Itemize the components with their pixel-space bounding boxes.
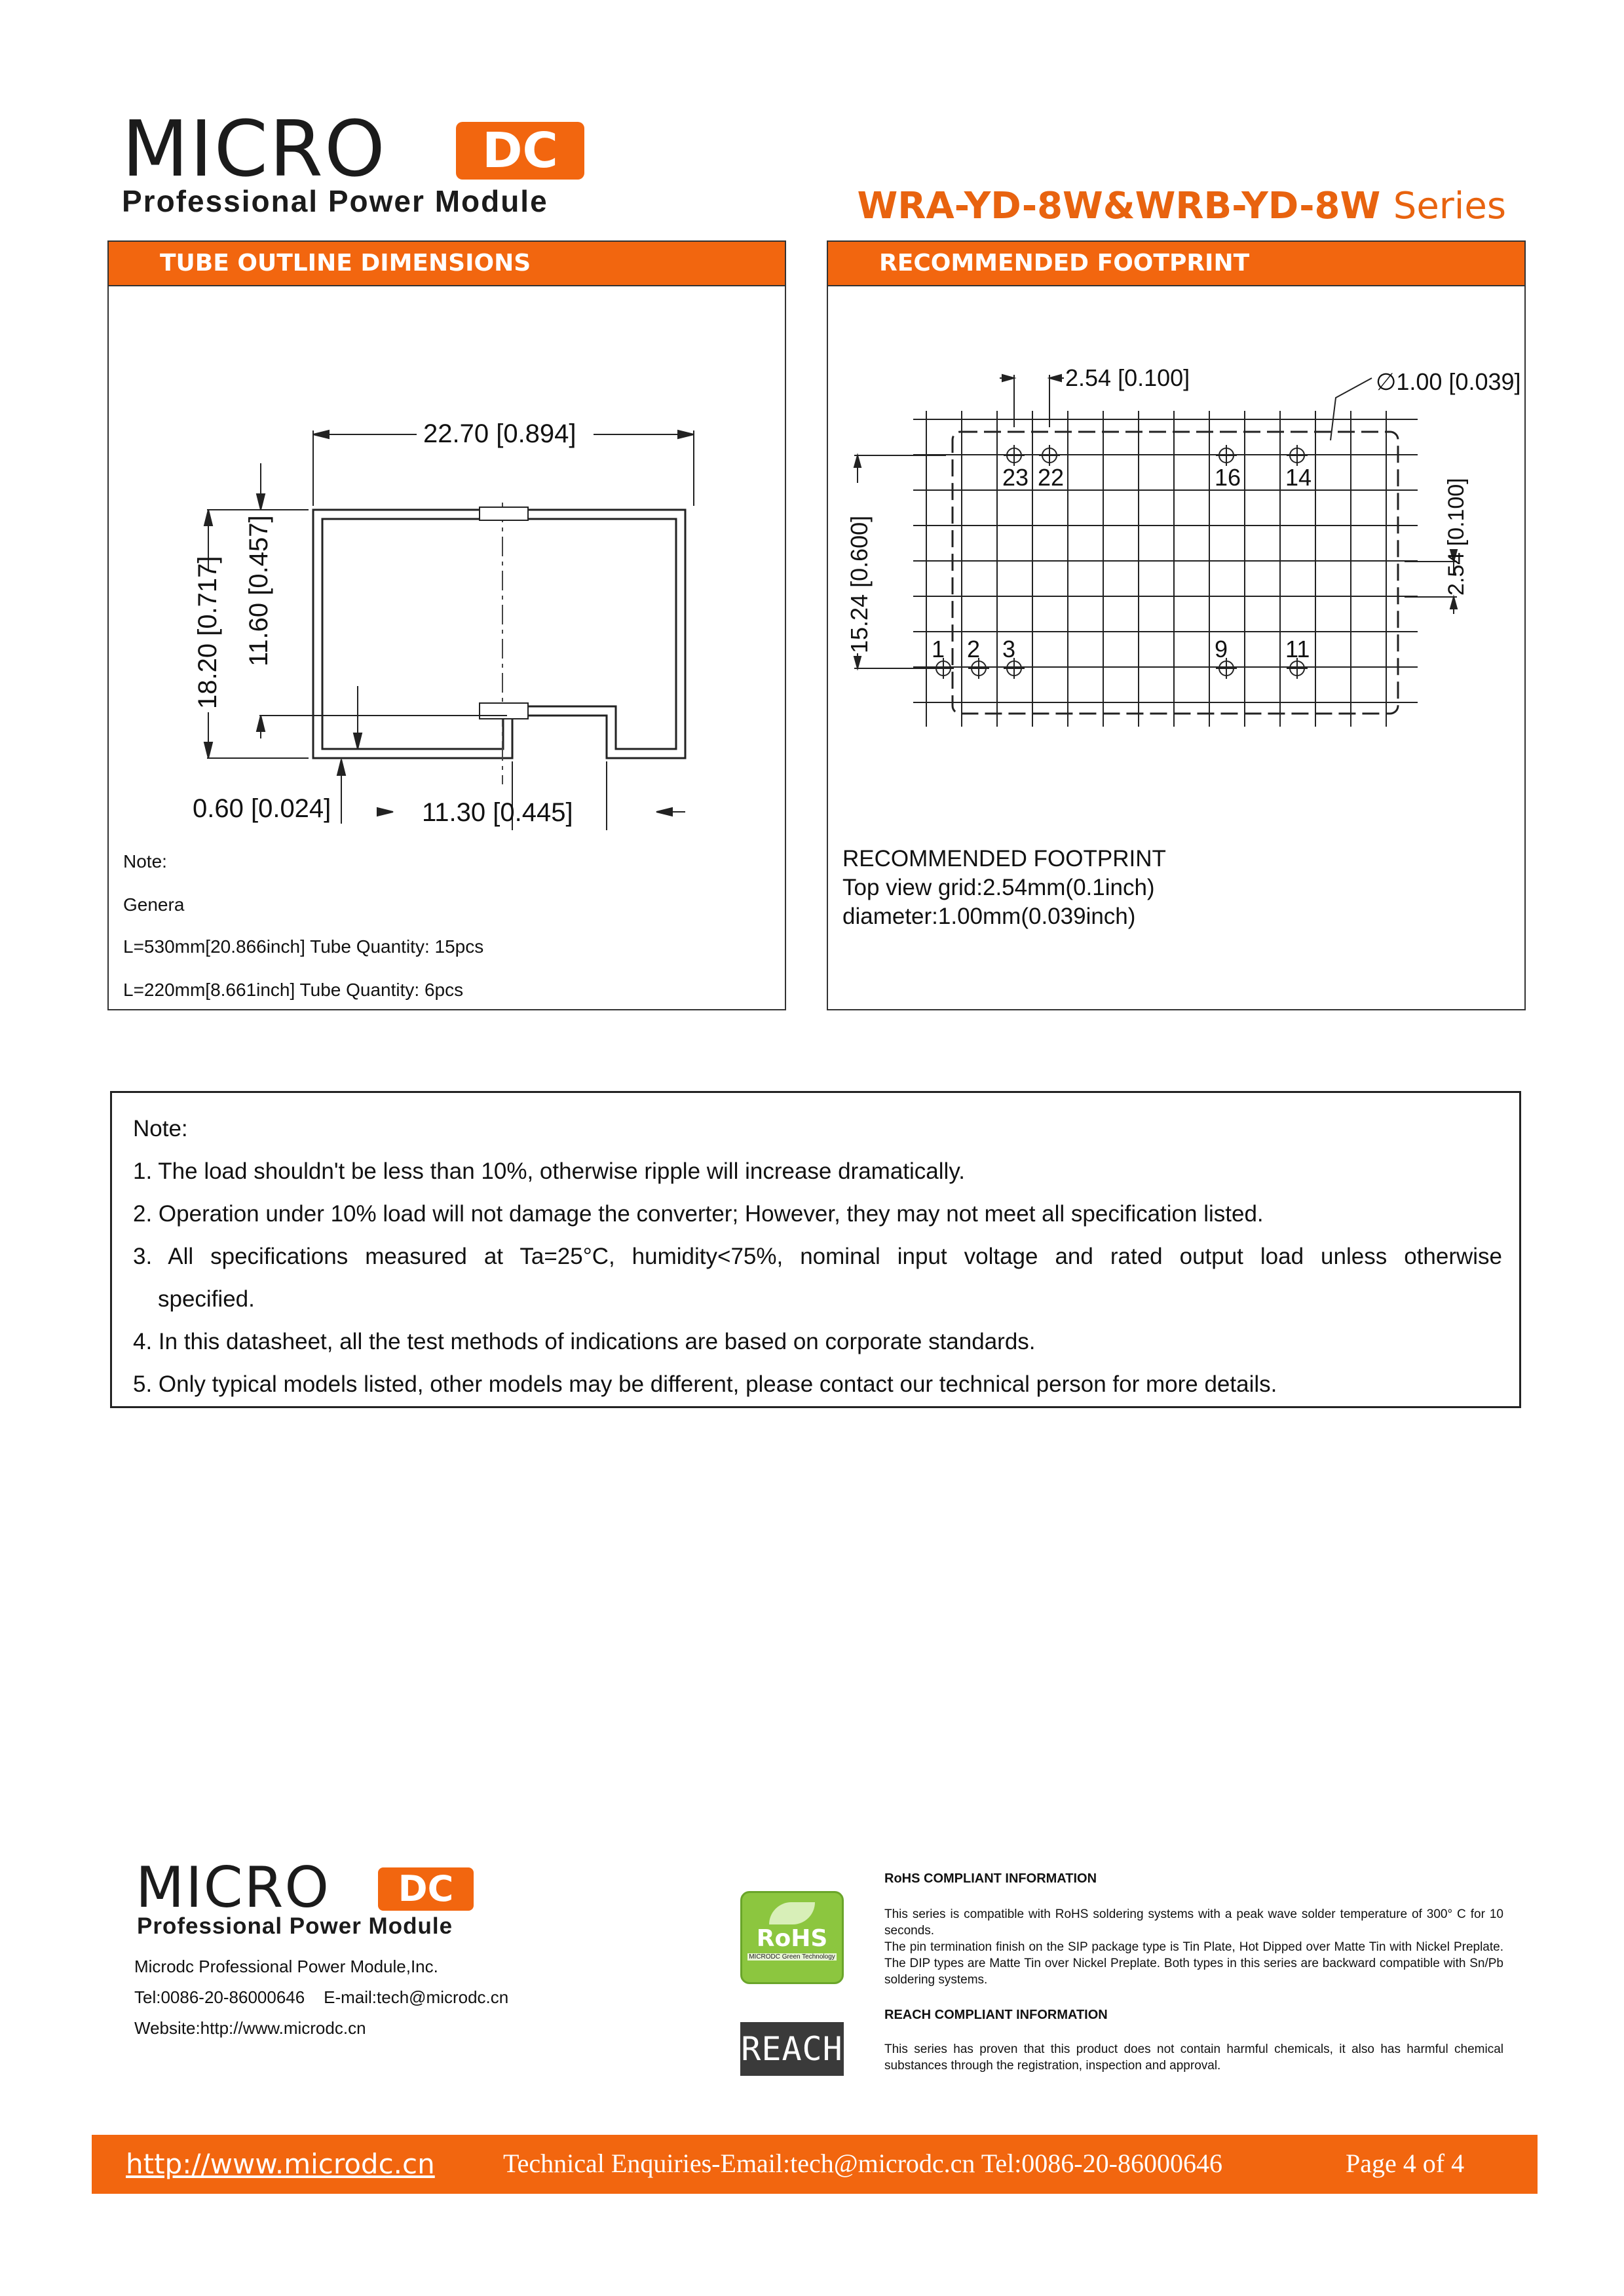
footprint-desc-title: RECOMMENDED FOOTPRINT xyxy=(842,846,1166,871)
tube-note-length-1: L=530mm[20.866inch] Tube Quantity: 15pcs xyxy=(123,936,484,957)
series-name: WRA-YD-8W&WRB-YD-8W xyxy=(857,185,1381,227)
rohs-line-2: The pin termination finish on the SIP package type is Tin Plate, Hot Dipped over Matte Tin with Nickel Preplate. The DIP types are Matte Tin over Nickel Preplate. Both types in this series are backward compatible with Sn/Pb soldering systems. xyxy=(884,1940,1503,1987)
footprint-desc-grid: Top view grid:2.54mm(0.1inch) xyxy=(842,875,1155,900)
footprint-header xyxy=(828,242,1524,286)
note-item-3: 3. All specifications measured at Ta=25°C, humidity<75%, nominal input voltage and rated output load unless otherwise xyxy=(133,1244,1502,1269)
note-item-1: 1. The load shouldn't be less than 10%, otherwise ripple will increase dramatically. xyxy=(133,1158,965,1184)
pin-label-2: 2 xyxy=(967,636,981,662)
logo-badge xyxy=(456,122,584,180)
dim-width-label: 22.70 [0.894] xyxy=(423,419,576,448)
dim-height-label: 15.24 [0.600] xyxy=(846,515,873,653)
reach-line: This series has proven that this product does not contain harmful chemicals, it also has harmful chemical substances through the registration, inspection and approval. xyxy=(884,2042,1503,2073)
tube-profile-outer xyxy=(313,510,685,758)
company-name: Microdc Professional Power Module,Inc. xyxy=(134,1957,438,1976)
company-logo-badge-text: DC xyxy=(398,1868,454,1909)
footprint-desc xyxy=(842,845,1166,931)
dim-pitch-top-label: 2.54 [0.100] xyxy=(1065,364,1190,391)
company-tagline: Professional Power Module xyxy=(137,1913,453,1939)
note-item-2: 2. Operation under 10% load will not damage the converter; However, they may not meet all specification listed. xyxy=(133,1201,1264,1227)
dim-height-upper-label: 11.60 [0.457] xyxy=(244,515,273,666)
tube-outline-drawing xyxy=(109,286,785,1007)
dim-pitch-side-label: 2.54 [0.100] xyxy=(1444,478,1469,596)
tube-outline-title: TUBE OUTLINE DIMENSIONS xyxy=(160,250,531,277)
footprint-desc-diameter: diameter:1.00mm(0.039inch) xyxy=(842,904,1136,929)
pin-label-9: 9 xyxy=(1215,636,1228,662)
company-block xyxy=(134,1855,593,2043)
note-item-3-cont: specified. xyxy=(158,1286,255,1312)
seam-bottom xyxy=(480,703,528,719)
footer-enquiries: Technical Enquiries-Email:tech@microdc.cn Tel:0086-20-86000646 xyxy=(503,2149,1222,2178)
note-item-4: 4. In this datasheet, all the test methods of indications are based on corporate standards. xyxy=(133,1329,1036,1354)
reach-badge-text: REACH xyxy=(741,2030,843,2068)
rohs-line-1: This series is compatible with RoHS soldering systems with a peak wave solder temperature of 300° C for 10 seconds. xyxy=(884,1907,1503,1938)
dim-diameter-label: ∅1.00 [0.039] xyxy=(1376,368,1521,395)
footer-bar xyxy=(92,2135,1538,2194)
series-title xyxy=(858,185,1506,227)
rohs-leaf-icon xyxy=(769,1902,815,1924)
company-contact: Tel:0086-20-86000646 E-mail:tech@microdc.cn xyxy=(134,1987,509,2007)
footprint-title: RECOMMENDED FOOTPRINT xyxy=(879,250,1250,277)
tube-note-label: Note: xyxy=(123,851,167,871)
dim-slot-label: 11.30 [0.445] xyxy=(422,798,573,827)
pin-label-3: 3 xyxy=(1002,636,1016,662)
footprint-drawing xyxy=(828,286,1524,850)
company-website: Website:http://www.microdc.cn xyxy=(134,2018,366,2038)
pin-label-1: 1 xyxy=(932,636,945,662)
header-logo xyxy=(122,104,594,221)
tube-note-general: Genera xyxy=(123,894,185,915)
pin-label-16: 16 xyxy=(1215,464,1241,491)
dim-thickness-label: 0.60 [0.024] xyxy=(193,794,331,823)
seam-top xyxy=(480,507,528,520)
pin-label-23: 23 xyxy=(1002,464,1029,491)
footer-page: Page 4 of 4 xyxy=(1346,2149,1465,2178)
pin-label-14: 14 xyxy=(1285,464,1312,491)
dim-height-total-label: 18.20 [0.717] xyxy=(193,556,222,709)
pin-label-11: 11 xyxy=(1285,636,1310,662)
compliance-text xyxy=(884,1871,1503,2074)
footer-url[interactable]: http://www.microdc.cn xyxy=(126,2148,435,2180)
tube-note-length-2: L=220mm[8.661inch] Tube Quantity: 6pcs xyxy=(123,980,464,1000)
tube-outline-panel xyxy=(107,240,786,1010)
series-suffix: Series xyxy=(1393,185,1506,227)
rohs-badge-text: RoHS xyxy=(756,1925,828,1952)
tube-outline-header xyxy=(109,242,785,286)
reach-badge xyxy=(740,2022,844,2076)
footprint-panel xyxy=(827,240,1526,1010)
reach-title: REACH COMPLIANT INFORMATION xyxy=(884,2008,1108,2022)
logo-tagline: Professional Power Module xyxy=(122,184,548,218)
note-item-5: 5. Only typical models listed, other models may be different, please contact our technical person for more details. xyxy=(133,1371,1277,1397)
logo-wordmark: MICRO xyxy=(122,104,387,194)
rohs-badge xyxy=(740,1891,844,1984)
pin-label-22: 22 xyxy=(1038,464,1065,491)
rohs-title: RoHS COMPLIANT INFORMATION xyxy=(884,1871,1097,1886)
notes-box xyxy=(110,1091,1521,1408)
rohs-badge-sub: MICRODC Green Technology xyxy=(747,1953,837,1961)
logo-badge-text: DC xyxy=(482,123,558,179)
company-logo-badge xyxy=(378,1867,474,1911)
company-logo-wordmark: MICRO xyxy=(136,1855,331,1921)
notes-heading: Note: xyxy=(133,1116,188,1141)
